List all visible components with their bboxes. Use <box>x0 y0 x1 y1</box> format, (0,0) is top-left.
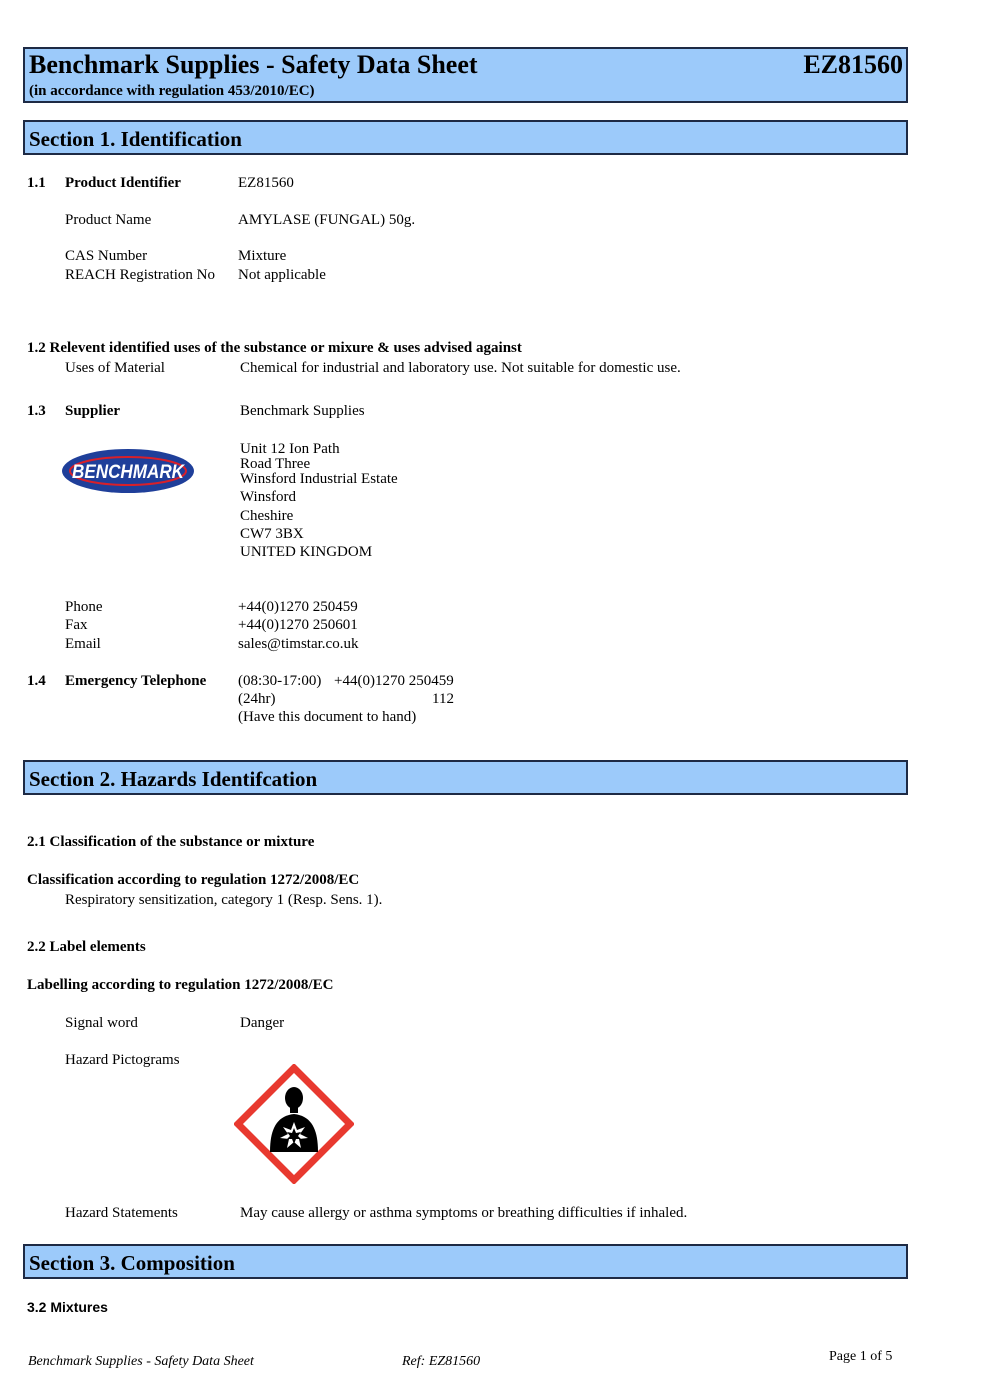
address-line: CW7 3BX <box>240 526 304 542</box>
labelling-heading: Labelling according to regulation 1272/2008/EC <box>27 977 334 993</box>
fax-value: +44(0)1270 250601 <box>238 617 358 633</box>
product-identifier-label: Product Identifier <box>65 175 181 191</box>
product-name-label: Product Name <box>65 212 152 228</box>
s22-heading: 2.2 Label elements <box>27 939 146 955</box>
email-label: Email <box>65 636 101 652</box>
section-1-header <box>23 120 908 155</box>
phone-value: +44(0)1270 250459 <box>238 599 358 615</box>
cas-number-label: CAS Number <box>65 248 148 264</box>
section-3-header <box>23 1244 908 1279</box>
address-line: Winsford Industrial Estate <box>240 471 398 487</box>
phone-label: Phone <box>65 599 103 615</box>
document-title: Benchmark Supplies - Safety Data Sheet <box>29 50 478 79</box>
section-1-title: Section 1. Identification <box>29 127 242 151</box>
emergency-telephone-label: Emergency Telephone <box>65 673 207 689</box>
emergency-24hr: (24hr) <box>238 691 276 707</box>
reach-label: REACH Registration No <box>65 267 215 283</box>
address-line: Winsford <box>240 489 297 505</box>
product-identifier-value: EZ81560 <box>238 175 294 191</box>
hazard-statements-value: May cause allergy or asthma symptoms or breathing difficulties if inhaled. <box>240 1205 688 1221</box>
benchmark-logo <box>60 447 196 495</box>
s13-number: 1.3 <box>27 403 46 419</box>
section-2-header <box>23 760 908 795</box>
supplier-label: Supplier <box>65 403 121 419</box>
cas-number-value: Mixture <box>238 248 287 264</box>
address-line: UNITED KINGDOM <box>240 544 373 560</box>
fax-label: Fax <box>65 617 88 633</box>
address-line: Unit 12 Ion Path <box>240 441 340 457</box>
page-number: Page 1 of 5 <box>829 1349 893 1364</box>
supplier-name: Benchmark Supplies <box>240 403 365 419</box>
address-line: Cheshire <box>240 508 294 524</box>
emergency-phone: +44(0)1270 250459 <box>334 673 454 689</box>
section-2-title: Section 2. Hazards Identifcation <box>29 767 318 791</box>
reach-value: Not applicable <box>238 267 326 283</box>
signal-word-value: Danger <box>240 1015 285 1031</box>
s14-number: 1.4 <box>27 673 46 689</box>
s11-number: 1.1 <box>27 175 46 191</box>
section-3-title: Section 3. Composition <box>29 1251 235 1275</box>
emergency-hours: (08:30-17:00) <box>238 673 322 689</box>
product-name-value: AMYLASE (FUNGAL) 50g. <box>238 212 416 228</box>
logo-wordmark: BENCHMARK <box>72 462 186 483</box>
footer-ref: Ref: EZ81560 <box>402 1354 481 1369</box>
product-code: EZ81560 <box>803 50 903 79</box>
address-line: Road Three <box>240 456 311 472</box>
s32-heading: 3.2 Mixtures <box>27 1299 108 1315</box>
classification-value: Respiratory sensitization, category 1 (Resp. Sens. 1). <box>65 892 383 908</box>
emergency-note: (Have this document to hand) <box>238 709 417 725</box>
hazard-pictograms-label: Hazard Pictograms <box>65 1052 180 1068</box>
s21-heading: 2.1 Classification of the substance or mixture <box>27 834 315 850</box>
email-value[interactable]: sales@timstar.co.uk <box>238 636 359 652</box>
document-header <box>23 47 908 103</box>
uses-label: Uses of Material <box>65 360 165 376</box>
classification-heading: Classification according to regulation 1272/2008/EC <box>27 872 360 888</box>
emergency-112: 112 <box>432 691 454 707</box>
hazard-statements-label: Hazard Statements <box>65 1205 178 1221</box>
uses-value: Chemical for industrial and laboratory use. Not suitable for domestic use. <box>240 360 681 376</box>
s12-heading: 1.2 Relevent identified uses of the substance or mixure & uses advised against <box>27 340 522 356</box>
health-hazard-icon <box>234 1064 354 1184</box>
footer-left: Benchmark Supplies - Safety Data Sheet <box>28 1354 254 1369</box>
signal-word-label: Signal word <box>65 1015 138 1031</box>
regulation-subtitle: (in accordance with regulation 453/2010/EC) <box>29 83 315 99</box>
